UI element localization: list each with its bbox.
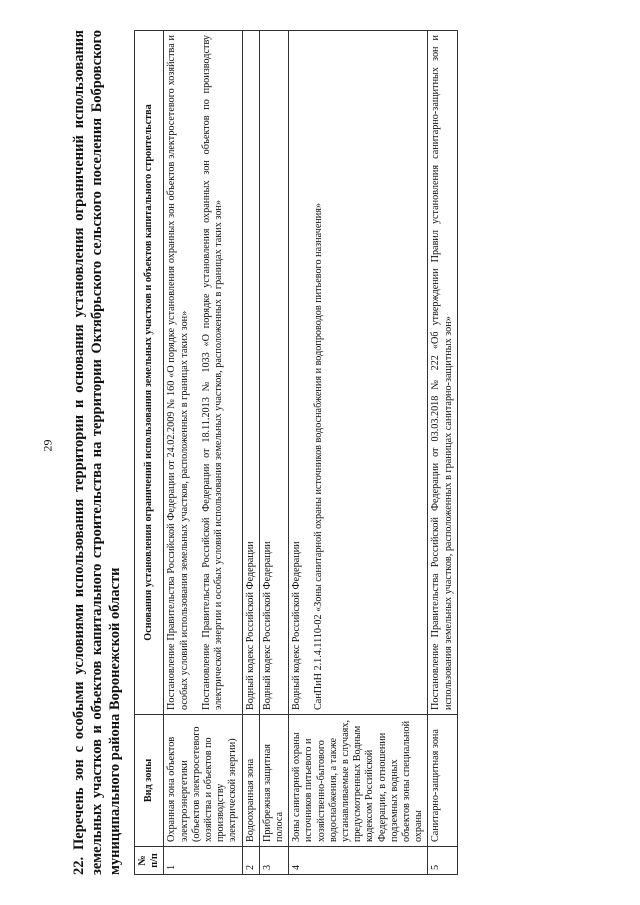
basis-paragraph: Водный кодекс Российской Федерации [244, 541, 256, 710]
header-number: № п/п [135, 847, 164, 875]
basis-paragraph: СанПиН 2.1.4.1110-02 «Зоны санитарной охраны источников водоснабжения и водопроводов питьевого назначения» [313, 202, 325, 710]
table-row [259, 31, 288, 875]
basis-paragraph: Постановление Правительства Российской Федерации от 24.02.2009 № 160 «О порядке установления охранных зон объектов электросетевого хозяйства и особых условий использования земельных участков, расположенных в границах таких зон» [166, 35, 190, 710]
zones-table [134, 30, 458, 875]
table-row [242, 31, 259, 875]
row-basis [164, 31, 242, 715]
row-basis [259, 31, 288, 715]
row-zone: Водоохранная зона [242, 715, 259, 847]
row-basis [242, 31, 259, 715]
basis-paragraph: Водный кодекс Российской Федерации [261, 541, 273, 710]
basis-paragraph: Постановление Правительства Российской Федерации от 18.11.2013 № 1033 «О порядке установления охранных зон объектов по производству электрической энергии и особых условий использования земельных участков, расположенных в границах таких зон» [200, 35, 225, 710]
header-zone-type: Вид зоны [135, 715, 164, 847]
table-header-row [135, 31, 164, 875]
row-basis [289, 31, 428, 715]
row-basis [428, 31, 457, 715]
basis-paragraph: Постановление Правительства Российской Федерации от 03.03.2018 № 222 «Об утверждении Правил установления санитарно-защитных зон и использования земельных участков, расположенных в границах санитарно-защитных зон» [430, 35, 454, 710]
row-number: 3 [259, 847, 288, 875]
page-number: 29 [40, 439, 55, 452]
table-row [289, 31, 428, 875]
row-number: 2 [242, 847, 259, 875]
table-row [164, 31, 242, 875]
row-number: 1 [164, 847, 242, 875]
document-title: 22. Перечень зон с особыми условиями использования территории и основания установления ограничений использования земельных участков и объектов капитального строительства на территории Октябрьского сельского поселения Бобровского муниципального района Воронежской области [71, 30, 123, 875]
row-zone: Санитарно-защитная зона [428, 715, 457, 847]
row-number: 5 [428, 847, 457, 875]
rotated-page-content [70, 30, 605, 875]
table-row [428, 31, 457, 875]
row-zone: Охранная зона объектов электроэнергетики (объектов электросетевого хозяйства и объектов по производству электрической энергии) [164, 715, 242, 847]
row-zone: Зоны санитарной охраны источников питьевого и хозяйственно-бытового водоснабжения, а также устанавливаемые в случаях, предусмотренных Водным кодексом Российской Федерации, в отношении подземных водных объектов зоны специальной охраны [289, 715, 428, 847]
row-zone: Прибрежная защитная полоса [259, 715, 288, 847]
header-basis: Основания установления ограничений использования земельных участков и объектов капитального строительства [135, 31, 164, 715]
row-number: 4 [289, 847, 428, 875]
basis-paragraph: Водный кодекс Российской Федерации [291, 541, 303, 710]
